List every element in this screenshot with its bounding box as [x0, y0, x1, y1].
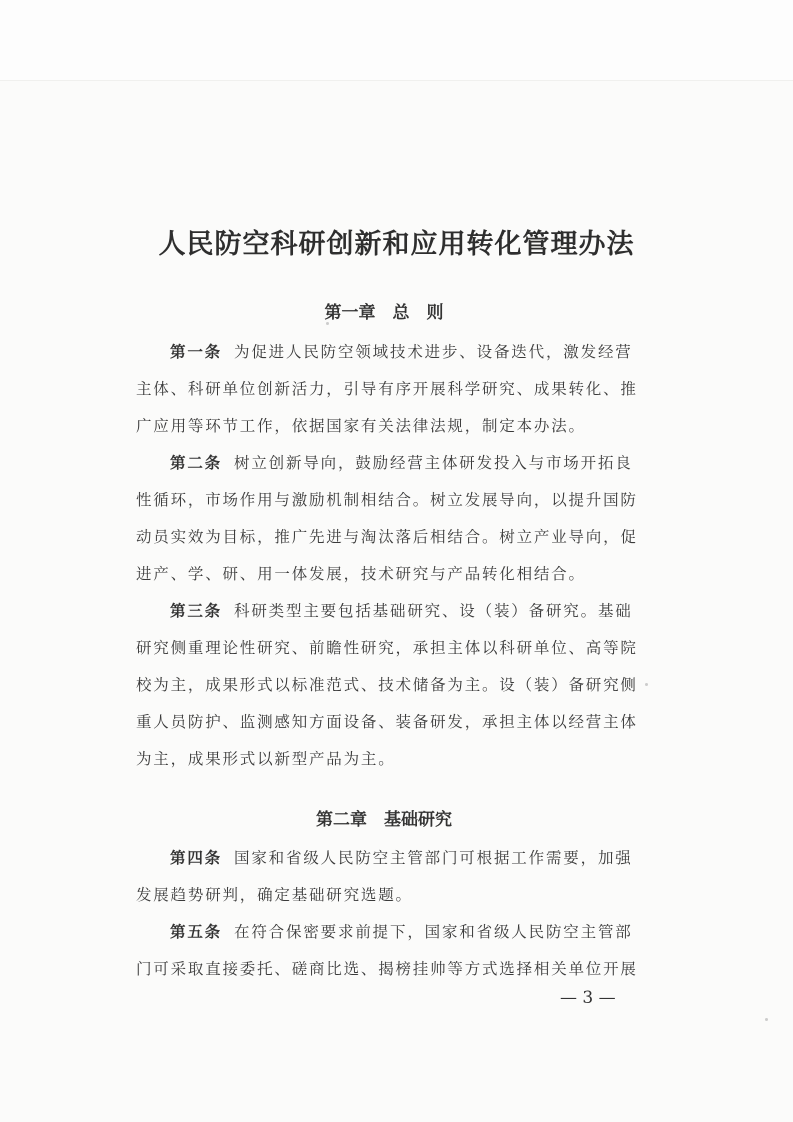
- article-4-line-1: [170, 843, 632, 873]
- article-label: 第一条: [170, 342, 222, 361]
- article-text: 科研类型主要包括基础研究、设（装）备研究。基础: [234, 602, 632, 620]
- article-text: 在符合保密要求前提下，国家和省级人民防空主管部: [234, 923, 632, 941]
- chapter-heading-1: 第一章 总 则: [324, 303, 444, 323]
- article-3-line-1: [170, 596, 632, 626]
- article-text: 树立创新导向，鼓励经营主体研发投入与市场开拓良: [234, 454, 632, 472]
- article-3-line-5: 为主，成果形式以新型产品为主。: [136, 750, 396, 768]
- article-2-line-3: 动员实效为目标，推广先进与淘汰落后相结合。树立产业导向，促: [136, 528, 638, 546]
- article-2-line-1: [170, 448, 632, 478]
- page-number: — 3 —: [560, 988, 616, 1008]
- article-text: 为促进人民防空领域技术进步、设备迭代，激发经营: [234, 343, 632, 361]
- article-text: 国家和省级人民防空主管部门可根据工作需要，加强: [234, 849, 632, 867]
- article-2-line-2: 性循环，市场作用与激励机制相结合。树立发展导向，以提升国防: [136, 491, 638, 509]
- article-5-line-2: 门可采取直接委托、磋商比选、揭榜挂帅等方式选择相关单位开展: [136, 960, 638, 978]
- article-label: 第四条: [170, 848, 222, 867]
- chapter-heading-2: 第二章 基础研究: [316, 810, 452, 830]
- article-label: 第三条: [170, 601, 222, 620]
- article-3-line-2: 研究侧重理论性研究、前瞻性研究，承担主体以科研单位、高等院: [136, 639, 638, 657]
- article-label: 第二条: [170, 453, 222, 472]
- scan-speck: [645, 683, 648, 686]
- article-1-line-1: [170, 337, 632, 367]
- article-4-line-2: 发展趋势研判，确定基础研究选题。: [136, 886, 413, 904]
- article-1-line-3: 广应用等环节工作，依据国家有关法律法规，制定本办法。: [136, 417, 586, 435]
- article-label: 第五条: [170, 922, 222, 941]
- article-1-line-2: 主体、科研单位创新活力，引导有序开展科学研究、成果转化、推: [136, 380, 638, 398]
- scan-top-band: [0, 0, 793, 81]
- article-3-line-4: 重人员防护、监测感知方面设备、装备研发，承担主体以经营主体: [136, 713, 638, 731]
- scan-speck: [765, 1018, 768, 1021]
- article-5-line-1: [170, 917, 632, 947]
- document-title: 人民防空科研创新和应用转化管理办法: [158, 229, 635, 260]
- article-2-line-4: 进产、学、研、用一体发展，技术研究与产品转化相结合。: [136, 565, 586, 583]
- article-3-line-3: 校为主，成果形式以标准范式、技术储备为主。设（装）备研究侧: [136, 676, 638, 694]
